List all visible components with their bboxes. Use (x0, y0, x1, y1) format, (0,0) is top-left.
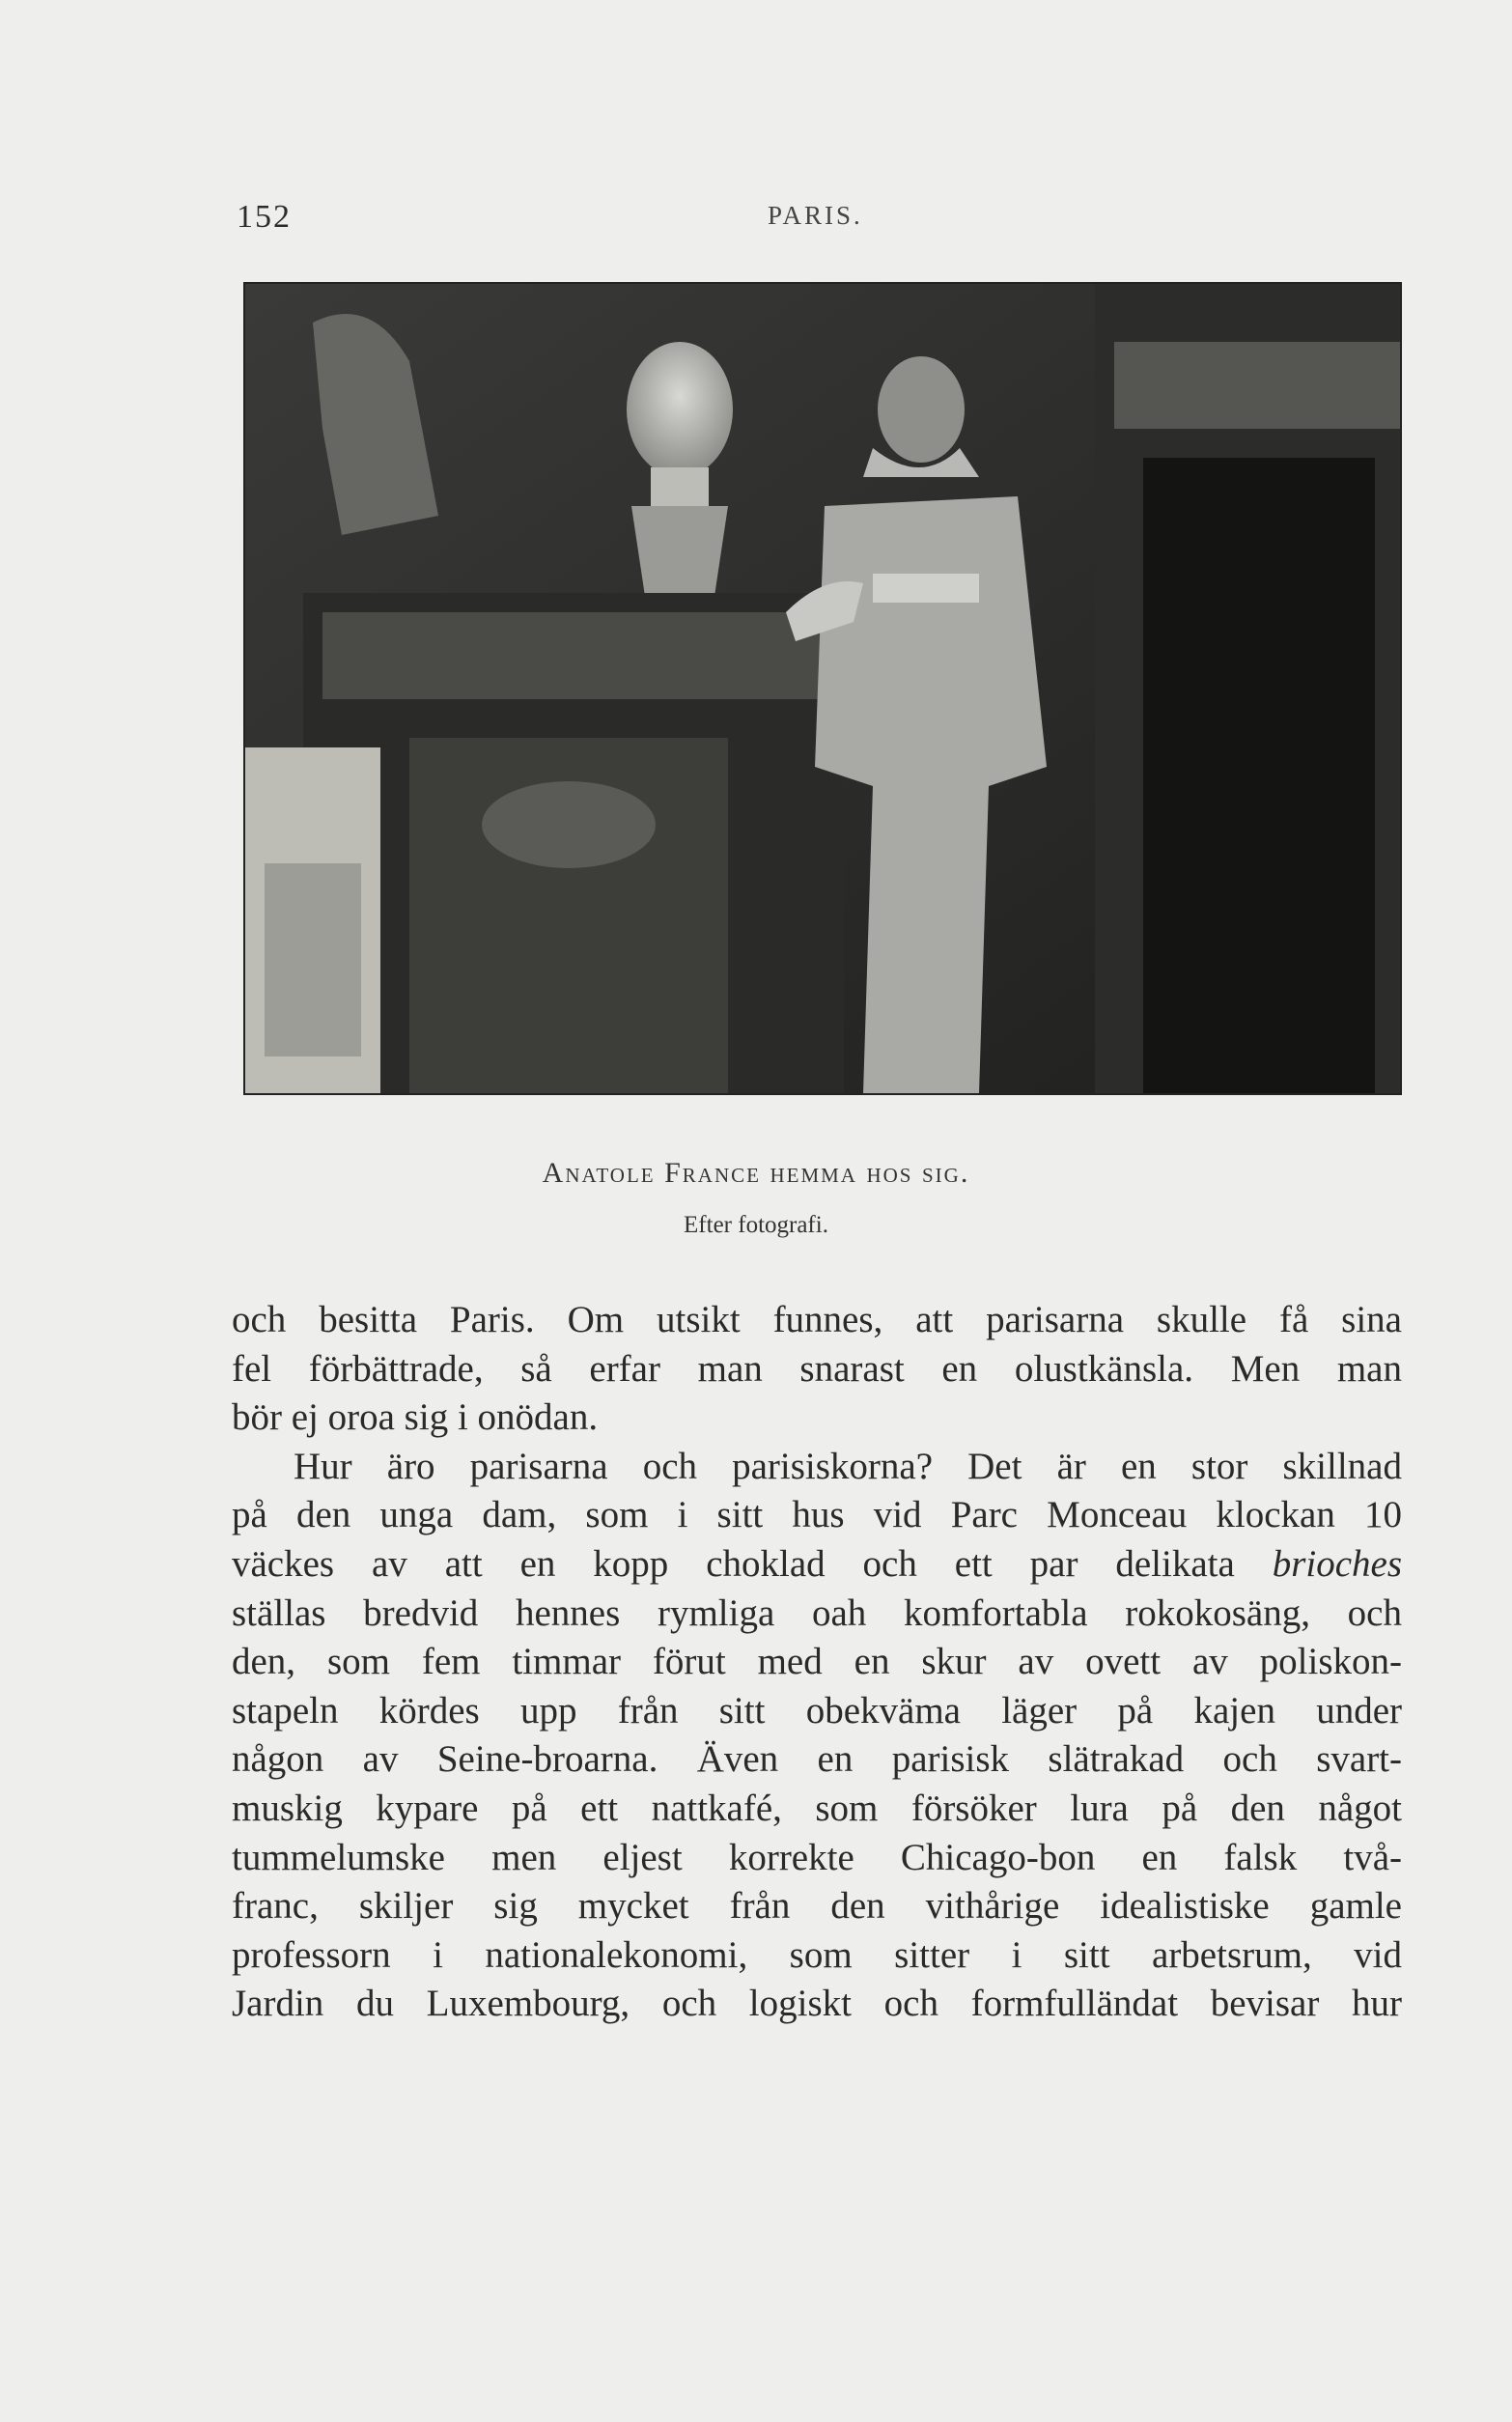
text-line: fel förbättrade, så erfar man snarast en olustkänsla. Men man (232, 1347, 1402, 1390)
text-line: stapeln kördes upp från sitt obekväma läger på kajen under (232, 1689, 1402, 1732)
text-line: tummelumske men eljest korrekte Chicago-bon en falsk två- (232, 1836, 1402, 1878)
body-text (232, 1296, 1402, 2029)
text-line: Jardin du Luxembourg, och logiskt och formfulländat bevisar hur (232, 1983, 1402, 2025)
text-line: professorn i nationalekonomi, som sitter i sitt arbetsrum, vid (232, 1933, 1402, 1976)
text-line: och besitta Paris. Om utsikt funnes, att parisarna skulle få sina (232, 1299, 1402, 1340)
text-line: Hur äro parisarna och parisiskorna? Det är en stor skillnad (294, 1445, 1402, 1487)
text-line-main: väckes av att en kopp choklad och ett par delikata (232, 1542, 1273, 1585)
figure-source: Efter fotografi. (684, 1212, 828, 1238)
text-line: på den unga dam, som i sitt hus vid Parc Monceau klockan 10 (232, 1494, 1402, 1536)
text-line: franc, skiljer sig mycket från den vithårige idealistiske gamle (232, 1885, 1402, 1928)
italic-word: brioches (1272, 1542, 1402, 1585)
running-title: PARIS. (768, 201, 863, 230)
figure-caption: Anatole France hemma hos sig. (542, 1157, 970, 1189)
photograph-image (245, 284, 1400, 1093)
photograph (243, 282, 1402, 1095)
text-line: den, som fem timmar förut med en skur av ovett av poliskon- (232, 1641, 1402, 1683)
text-line: ställas bredvid hennes rymliga oah komfortabla rokokosäng, och (232, 1591, 1402, 1634)
page-number: 152 (237, 199, 292, 235)
text-line: bör ej oroa sig i onödan. (232, 1396, 599, 1439)
text-line (232, 1540, 1402, 1590)
text-line: muskig kypare på ett nattkafé, som försöker lura på den något (232, 1787, 1402, 1829)
text-line: någon av Seine-broarna. Även en parisisk slätrakad och svart- (232, 1738, 1402, 1781)
